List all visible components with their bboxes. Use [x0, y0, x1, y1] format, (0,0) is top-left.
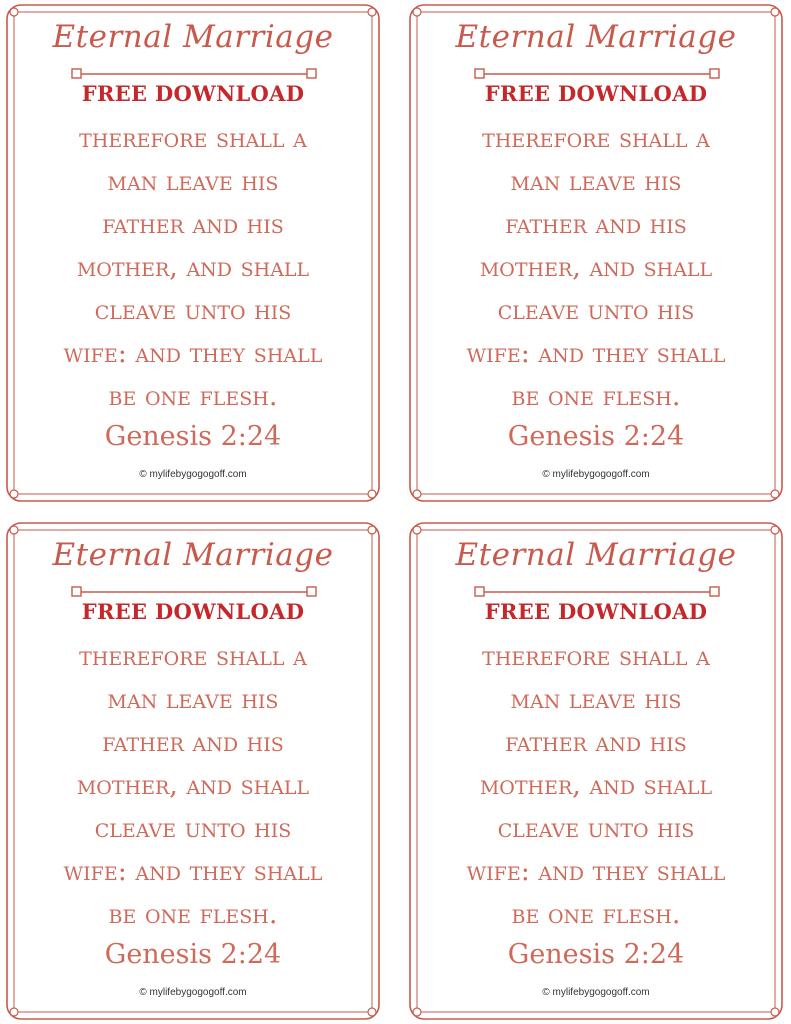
verse-line: mother, and shall	[479, 770, 713, 801]
corner-loop-ornament	[413, 526, 421, 534]
card-title: Eternal Marriage	[455, 19, 737, 55]
divider-end-square	[475, 69, 484, 78]
corner-loop-ornament	[771, 490, 779, 498]
verse-line: cleave unto his	[94, 295, 292, 326]
card-title: Eternal Marriage	[52, 537, 334, 573]
verse-line: therefore shall a	[482, 641, 710, 672]
verse-line: be one flesh.	[108, 899, 278, 930]
corner-loop-ornament	[771, 1008, 779, 1016]
corner-loop-ornament	[368, 526, 376, 534]
divider-end-square	[475, 587, 484, 596]
corner-loop-ornament	[368, 8, 376, 16]
divider-end-square	[72, 69, 81, 78]
verse-line: father and his	[102, 727, 284, 758]
verse-line: mother, and shall	[76, 252, 310, 283]
verse-line: therefore shall a	[79, 123, 307, 154]
verse-line: be one flesh.	[511, 381, 681, 412]
divider-end-square	[710, 587, 719, 596]
corner-loop-ornament	[413, 1008, 421, 1016]
divider-end-square	[72, 587, 81, 596]
divider-end-square	[710, 69, 719, 78]
corner-loop-ornament	[413, 490, 421, 498]
verse-line: mother, and shall	[76, 770, 310, 801]
verse-line: therefore shall a	[79, 641, 307, 672]
verse-line: cleave unto his	[94, 813, 292, 844]
corner-loop-ornament	[10, 526, 18, 534]
scripture-reference: Genesis 2:24	[104, 939, 282, 970]
corner-loop-ornament	[10, 1008, 18, 1016]
copyright-footer: © mylifebygogogoff.com	[139, 987, 247, 998]
printable-card-1	[5, 3, 381, 503]
free-download-label: FREE DOWNLOAD	[484, 599, 708, 624]
free-download-label: FREE DOWNLOAD	[81, 599, 305, 624]
scripture-reference: Genesis 2:24	[104, 421, 282, 452]
corner-loop-ornament	[771, 526, 779, 534]
ornament-divider	[71, 67, 317, 81]
verse-line: wife: and they shall	[63, 338, 323, 369]
copyright-footer: © mylifebygogogoff.com	[139, 469, 247, 480]
verse-line: be one flesh.	[511, 899, 681, 930]
verse-line: man leave his	[510, 684, 682, 715]
divider-end-square	[307, 587, 316, 596]
verse-line: wife: and they shall	[466, 856, 726, 887]
verse-line: wife: and they shall	[63, 856, 323, 887]
corner-loop-ornament	[10, 8, 18, 16]
verse-line: wife: and they shall	[466, 338, 726, 369]
verse-line: man leave his	[510, 166, 682, 197]
verse-text	[418, 635, 774, 936]
ornament-divider	[474, 585, 720, 599]
verse-text	[418, 117, 774, 418]
divider-end-square	[307, 69, 316, 78]
corner-loop-ornament	[413, 8, 421, 16]
verse-line: father and his	[102, 209, 284, 240]
free-download-label: FREE DOWNLOAD	[81, 81, 305, 106]
free-download-label: FREE DOWNLOAD	[484, 81, 708, 106]
card-title: Eternal Marriage	[52, 19, 334, 55]
printable-card-2	[408, 3, 784, 503]
corner-loop-ornament	[368, 1008, 376, 1016]
verse-text	[15, 635, 371, 936]
verse-line: father and his	[505, 727, 687, 758]
corner-loop-ornament	[10, 490, 18, 498]
scripture-reference: Genesis 2:24	[507, 939, 685, 970]
printable-card-3	[5, 521, 381, 1021]
verse-line: man leave his	[107, 166, 279, 197]
scripture-reference: Genesis 2:24	[507, 421, 685, 452]
ornament-divider	[71, 585, 317, 599]
printable-card-4	[408, 521, 784, 1021]
verse-line: cleave unto his	[497, 295, 695, 326]
verse-line: mother, and shall	[479, 252, 713, 283]
corner-loop-ornament	[368, 490, 376, 498]
verse-line: father and his	[505, 209, 687, 240]
copyright-footer: © mylifebygogogoff.com	[542, 469, 650, 480]
verse-line: therefore shall a	[482, 123, 710, 154]
verse-line: cleave unto his	[497, 813, 695, 844]
ornament-divider	[474, 67, 720, 81]
copyright-footer: © mylifebygogogoff.com	[542, 987, 650, 998]
verse-text	[15, 117, 371, 418]
verse-line: man leave his	[107, 684, 279, 715]
corner-loop-ornament	[771, 8, 779, 16]
card-title: Eternal Marriage	[455, 537, 737, 573]
verse-line: be one flesh.	[108, 381, 278, 412]
